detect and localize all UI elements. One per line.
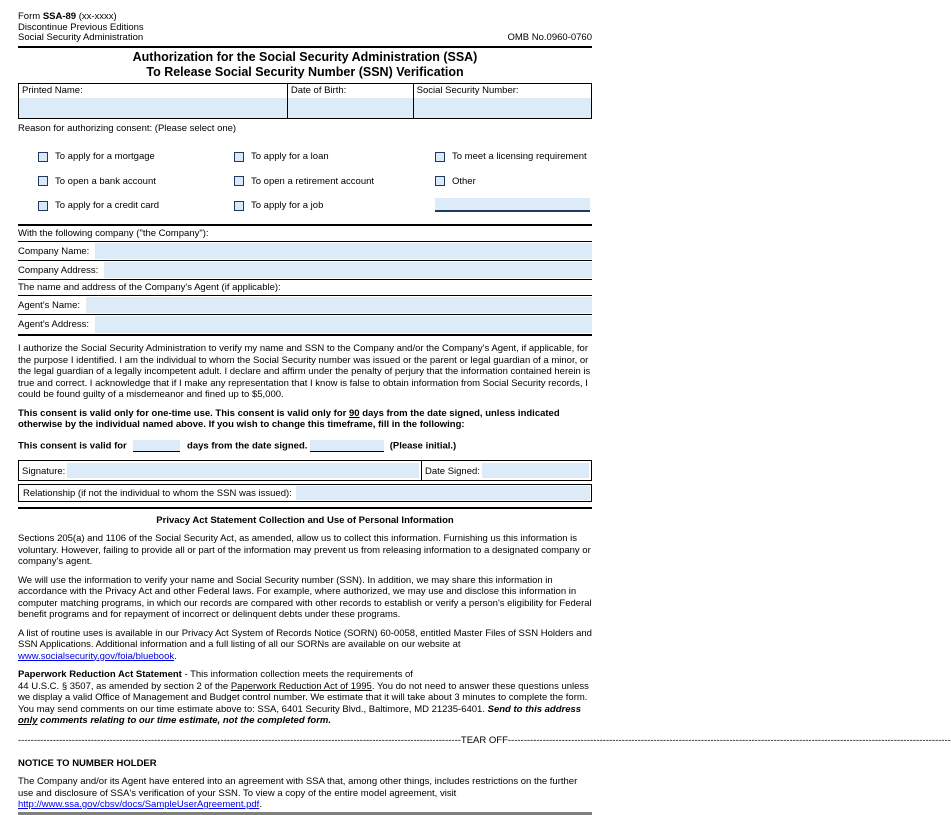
relationship-input[interactable] xyxy=(296,486,590,500)
privacy-heading: Privacy Act Statement Collection and Use of Personal Information xyxy=(156,514,454,526)
form-header xyxy=(18,12,592,44)
consent-validity-paragraph xyxy=(18,408,592,431)
date-signed-input[interactable] xyxy=(482,463,589,478)
form-number: SSA-89 xyxy=(42,11,77,22)
form-edition: (xx-xxxx) xyxy=(76,11,117,22)
checkbox-icon[interactable] xyxy=(435,152,445,162)
signature-input[interactable] xyxy=(67,463,419,478)
bottom-divider xyxy=(18,812,592,815)
reason-heading: Reason for authorizing consent: (Please select one) xyxy=(18,122,237,134)
option-job[interactable] xyxy=(234,200,435,212)
authorization-paragraph: I authorize the Social Security Administration to verify my name and SSN to the Company and/or the Company's Agent, if applicable, for the purpose I identified. I am the individual to whom the Social Security number was issued or the parent or legal guardian of a minor, or the legal guardian of a legally incompetent adult. I declare and affirm under the penalty of perjury that the information contained herein is true and correct. I acknowledge that if I make any representation that I know is false to obtain information from Social Security records, I could be found guilty of a misdemeanor and fined up to $5,000. xyxy=(18,343,591,400)
tear-off-label: TEAR OFF xyxy=(460,734,508,746)
agent-address-label: Agent's Address: xyxy=(18,319,89,330)
agent-name-label: Agent's Name: xyxy=(18,300,81,311)
option-label: To apply for a job xyxy=(251,200,324,212)
tear-off-dashes-right: -------------------------------------------------------------------------------------------------------------------------------------------- xyxy=(507,734,951,746)
privacy-paragraph-3 xyxy=(18,628,592,663)
checkbox-icon[interactable] xyxy=(234,176,244,186)
privacy-text-end: . xyxy=(174,650,177,662)
checkbox-icon[interactable] xyxy=(38,152,48,162)
ssn-input[interactable] xyxy=(414,98,591,118)
discontinue-line: Discontinue Previous Editions xyxy=(18,21,144,33)
option-label: To apply for a mortgage xyxy=(55,151,155,162)
option-label: Other xyxy=(452,175,476,187)
paperwork-bold-1: Send to this address xyxy=(487,703,582,715)
option-credit-card[interactable] xyxy=(38,200,234,212)
signature-label: Signature: xyxy=(22,465,66,477)
dob-input[interactable] xyxy=(288,98,413,118)
checkbox-icon[interactable] xyxy=(38,201,48,211)
form-number-line xyxy=(18,12,144,23)
form-title-line2: To Release Social Security Number (SSN) Verification xyxy=(146,64,464,79)
form-title-line1: Authorization for the Social Security Administration (SSA) xyxy=(132,49,478,64)
notice-paragraph xyxy=(18,776,592,811)
consent-text-1: This consent is valid only for one-time use. This consent is valid only for xyxy=(18,407,349,419)
agent-name-row xyxy=(18,296,592,315)
company-address-row xyxy=(18,261,592,280)
company-name-row xyxy=(18,242,592,261)
notice-text: The Company and/or its Agent have entered into an agreement with SSA that, among other things, includes restrictions on the further use and disclosure of SSA's verification of your SSN. To view a copy of the entire model agreement, visit xyxy=(18,776,578,799)
company-name-input[interactable] xyxy=(95,243,592,259)
consent-initial-input[interactable] xyxy=(310,440,384,452)
agent-address-row xyxy=(18,315,592,334)
privacy-paragraph-2: We will use the information to verify your name and Social Security number (SSN). In addition, we may share this information in accordance with the Privacy Act and other Federal laws. For example, where authorized, we may use and disclose this information in computer matching programs, in which our records are compared with other records to establish or verify a person's eligibility for Federal benefit programs and for repayment of incorrect or delinquent debts under these programs. xyxy=(18,574,592,620)
dob-label: Date of Birth: xyxy=(290,84,347,96)
privacy-paragraph-1: Sections 205(a) and 1106 of the Social Security Act, as amended, allow us to collect this information. Furnishing us this information is voluntary. However, failing to provide all or part of the information may prevent us from releasing information to a designated company or company's agent. xyxy=(18,533,591,567)
paperwork-text-1: 44 U.S.C. § 3507, as amended by section 2 of the xyxy=(18,680,231,692)
form-title xyxy=(18,50,592,80)
consent-text-2: days from the date signed, unless indicated otherwise by the individual named above. If you wish to change this timeframe, fill in the following: xyxy=(18,407,560,430)
privacy-text: A list of routine uses is available in our Privacy Act System of Records Notice (SORN) 60-0058, entitled Master Files of SSN Holders and SSN Applications. Additional information and a full listing of all our SORNs are available on our website at xyxy=(18,627,592,650)
consent-days-value: 90 xyxy=(348,407,360,419)
option-label: To apply for a loan xyxy=(251,151,329,162)
valid-for-label: This consent is valid for xyxy=(18,440,127,451)
identity-table xyxy=(18,83,592,119)
other-reason-cell xyxy=(435,200,592,212)
consent-days-input[interactable] xyxy=(133,440,180,452)
option-mortgage[interactable] xyxy=(38,151,234,163)
checkbox-icon[interactable] xyxy=(435,176,445,186)
agreement-link[interactable]: http://www.ssa.gov/cbsv/docs/SampleUserAgreement.pdf xyxy=(18,799,260,810)
option-label: To meet a licensing requirement xyxy=(452,151,587,162)
company-address-input[interactable] xyxy=(104,262,592,278)
company-address-label: Company Address: xyxy=(18,265,99,276)
relationship-label: Relationship (if not the individual to whom the SSN was issued): xyxy=(23,487,292,499)
dob-cell xyxy=(288,84,414,118)
notice-text-end: . xyxy=(259,799,262,810)
printed-name-cell xyxy=(19,84,288,118)
checkbox-icon[interactable] xyxy=(234,152,244,162)
printed-name-input[interactable] xyxy=(19,98,287,118)
date-signed-cell xyxy=(422,461,591,480)
paperwork-paragraph xyxy=(18,669,592,727)
printed-name-label: Printed Name: xyxy=(22,84,83,96)
option-label: To open a bank account xyxy=(55,175,156,187)
checkbox-icon[interactable] xyxy=(38,176,48,186)
signature-row xyxy=(18,460,592,481)
option-retirement-account[interactable] xyxy=(234,176,435,188)
please-initial-label: (Please initial.) xyxy=(389,440,457,451)
header-divider xyxy=(18,46,592,48)
ssn-label: Social Security Number: xyxy=(416,84,519,96)
signature-cell xyxy=(19,461,422,480)
agent-address-input[interactable] xyxy=(95,316,592,333)
tear-off-line xyxy=(18,734,951,747)
form-prefix: Form xyxy=(18,11,43,22)
bluebook-link[interactable]: www.socialsecurity.gov/foia/bluebook xyxy=(18,650,175,662)
paperwork-text-0: - This information collection meets the requirements of xyxy=(181,669,413,680)
paperwork-text-2: . You do not need to answer these questions unless we display a valid Office of Management and Budget control number. We estimate that it will take about 3 minutes to complete the form. You may send comments on our time estimate above to: SSA, 6401 Security Blvd., Baltimore, MD 21235-6401. xyxy=(18,680,589,715)
option-label: To open a retirement account xyxy=(251,175,375,187)
reason-options xyxy=(18,151,592,212)
relationship-row xyxy=(18,484,592,502)
option-other[interactable] xyxy=(435,176,592,188)
days-from-label: days from the date signed. xyxy=(187,440,308,451)
consent-fill-in-line xyxy=(18,440,592,452)
paperwork-bold-only: only xyxy=(18,715,38,726)
ssn-cell xyxy=(414,84,591,118)
date-signed-label: Date Signed: xyxy=(425,465,480,477)
tear-off-dashes-left: -------------------------------------------------------------------------------------------------------------------------------------------- xyxy=(18,734,461,746)
company-section-heading: With the following company ("the Company"): xyxy=(18,226,592,242)
other-reason-input[interactable] xyxy=(435,198,590,212)
form-id-block xyxy=(18,12,144,44)
agent-name-input[interactable] xyxy=(86,297,592,313)
signature-section-divider xyxy=(18,507,592,509)
paperwork-act-name: Paperwork Reduction Act of 1995 xyxy=(230,680,372,692)
omb-number: OMB No.0960-0760 xyxy=(507,32,592,43)
option-licensing[interactable] xyxy=(435,151,592,163)
agent-section-heading: The name and address of the Company's Agent (if applicable): xyxy=(18,280,592,296)
option-label: To apply for a credit card xyxy=(55,200,160,212)
notice-heading: NOTICE TO NUMBER HOLDER xyxy=(18,757,157,769)
paperwork-bold-2: comments relating to our time estimate, not the completed form. xyxy=(37,715,332,726)
paperwork-heading: Paperwork Reduction Act Statement xyxy=(18,669,182,680)
company-name-label: Company Name: xyxy=(18,246,90,257)
checkbox-icon[interactable] xyxy=(234,201,244,211)
option-bank-account[interactable] xyxy=(38,176,234,188)
company-section xyxy=(18,224,592,336)
option-loan[interactable] xyxy=(234,151,435,163)
agency-line: Social Security Administration xyxy=(18,32,144,43)
